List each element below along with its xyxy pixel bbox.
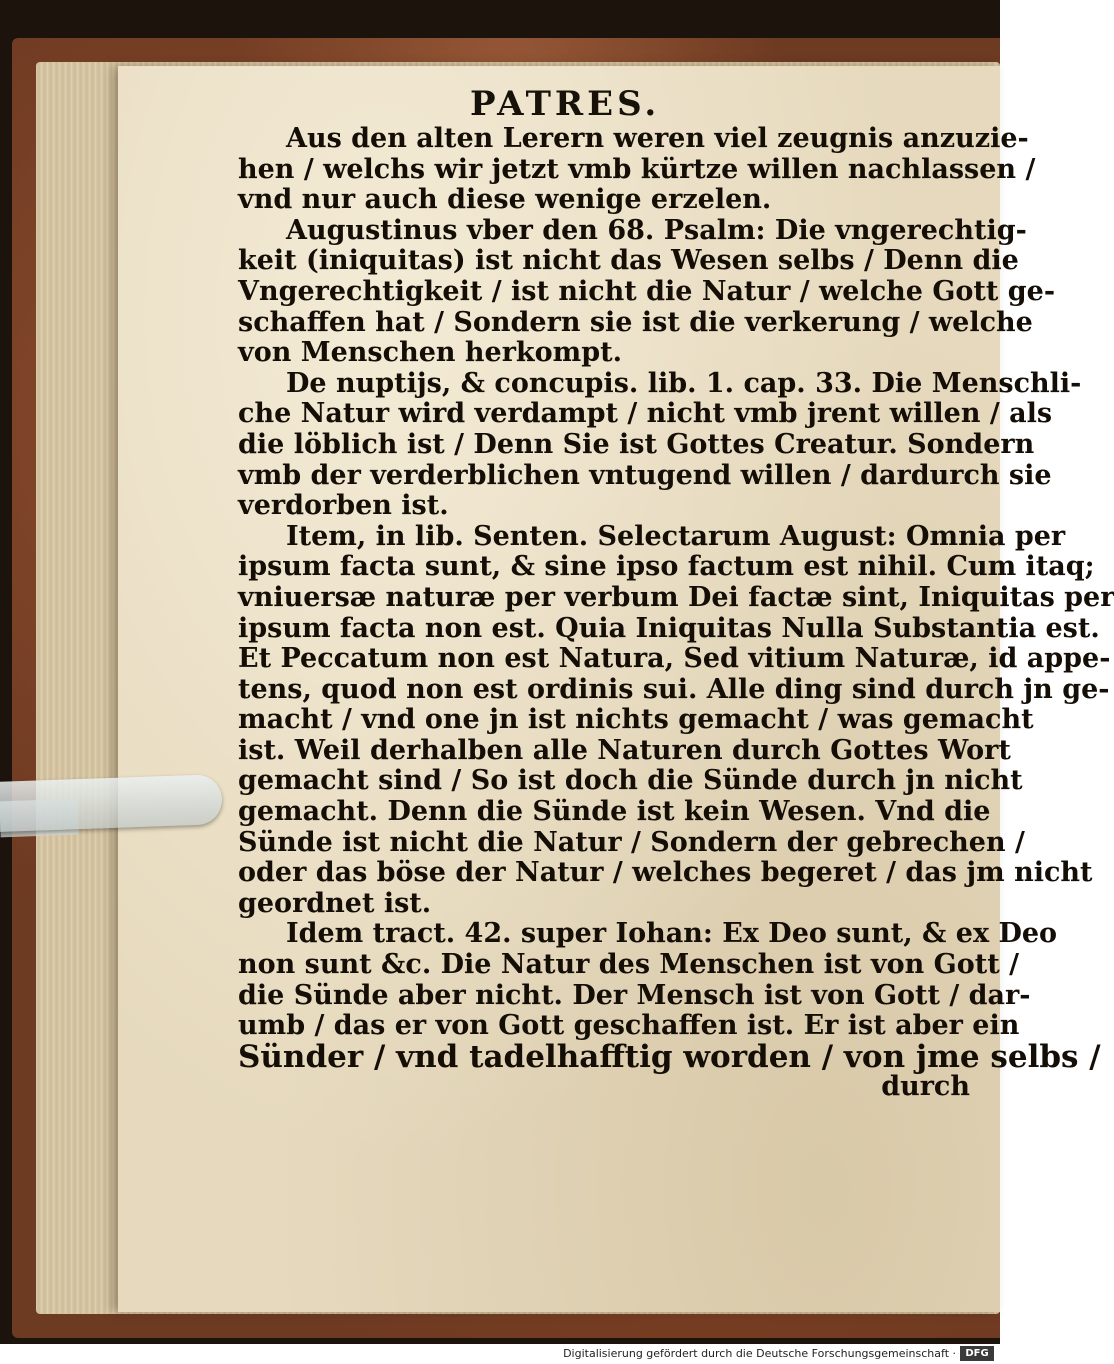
catchword: durch xyxy=(881,1071,970,1103)
text-line: umb / das er von Gott geschaffen ist. Er ist aber ein xyxy=(238,1010,1020,1042)
text-line: Sünder / vnd tadelhafftig worden / von jme selbs / xyxy=(238,1038,1101,1075)
text-line: Item, in lib. Senten. Selectarum August: Omnia per xyxy=(286,520,1066,552)
text-line: vniuersæ naturæ per verbum Dei factæ sint, Iniquitas per xyxy=(238,581,1114,613)
footer-bar xyxy=(0,1344,1000,1364)
text-line: ipsum facta non est. Quia Iniquitas Nulla Substantia est. xyxy=(238,612,1100,644)
text-line: non sunt &c. Die Natur des Menschen ist von Gott / xyxy=(238,949,1019,981)
text-line: Augustinus vber den 68. Psalm: Die vngerechtig- xyxy=(286,214,1027,246)
text-line: die löblich ist / Denn Sie ist Gottes Creatur. Sondern xyxy=(238,428,1035,460)
text-line: ist. Weil derhalben alle Naturen durch Gottes Wort xyxy=(238,734,1011,766)
text-line: verdorben ist. xyxy=(238,490,449,522)
text-line: schaffen hat / Sondern sie ist die verkerung / welche xyxy=(238,306,1033,338)
text-line: Idem tract. 42. super Iohan: Ex Deo sunt, & ex Deo xyxy=(286,918,1058,950)
text-line: von Menschen herkompt. xyxy=(238,337,622,369)
text-line: che Natur wird verdampt / nicht vmb jrent willen / als xyxy=(238,398,1053,430)
text-line: die Sünde aber nicht. Der Mensch ist von Gott / dar- xyxy=(238,979,1031,1011)
text-line: tens, quod non est ordinis sui. Alle ding sind durch jn ge- xyxy=(238,673,1110,705)
text-line: ipsum facta sunt, & sine ipso factum est nihil. Cum itaq; xyxy=(238,551,1095,583)
text-line: De nuptijs, & concupis. lib. 1. cap. 33. Die Menschli- xyxy=(286,367,1082,399)
funding-notice: Digitalisierung gefördert durch die Deutsche Forschungsgemeinschaft · xyxy=(563,1347,956,1360)
text-line: geordnet ist. xyxy=(238,887,432,919)
text-line: gemacht sind / So ist doch die Sünde durch jn nicht xyxy=(238,765,1023,797)
text-line: Et Peccatum non est Natura, Sed vitium Naturæ, id appe- xyxy=(238,643,1111,675)
text-line: keit (iniquitas) ist nicht das Wesen selbs / Denn die xyxy=(238,245,1019,277)
page-clip xyxy=(0,774,223,832)
text-line: Aus den alten Lerern weren viel zeugnis anzuzie- xyxy=(286,123,1029,154)
text-line: Sünde ist nicht die Natur / Sondern der gebrechen / xyxy=(238,826,1025,858)
text-line: hen / welchs wir jetzt vmb kürtze willen nachlassen / xyxy=(238,153,1036,185)
text-line: macht / vnd one jn ist nichts gemacht / was gemacht xyxy=(238,704,1034,736)
running-header: PATRES. xyxy=(470,84,661,124)
page-text xyxy=(238,123,1114,1103)
text-line: Vngerechtigkeit / ist nicht die Natur / welche Gott ge- xyxy=(238,275,1056,307)
dfg-logo: DFG xyxy=(960,1346,994,1361)
text-line: vmb der verderblichen vntugend willen / dardurch sie xyxy=(238,459,1052,491)
text-line: vnd nur auch diese wenige erzelen. xyxy=(238,184,772,216)
text-line: oder das böse der Natur / welches begeret / das jm nicht xyxy=(238,857,1093,889)
text-line: gemacht. Denn die Sünde ist kein Wesen. Vnd die xyxy=(238,796,991,828)
